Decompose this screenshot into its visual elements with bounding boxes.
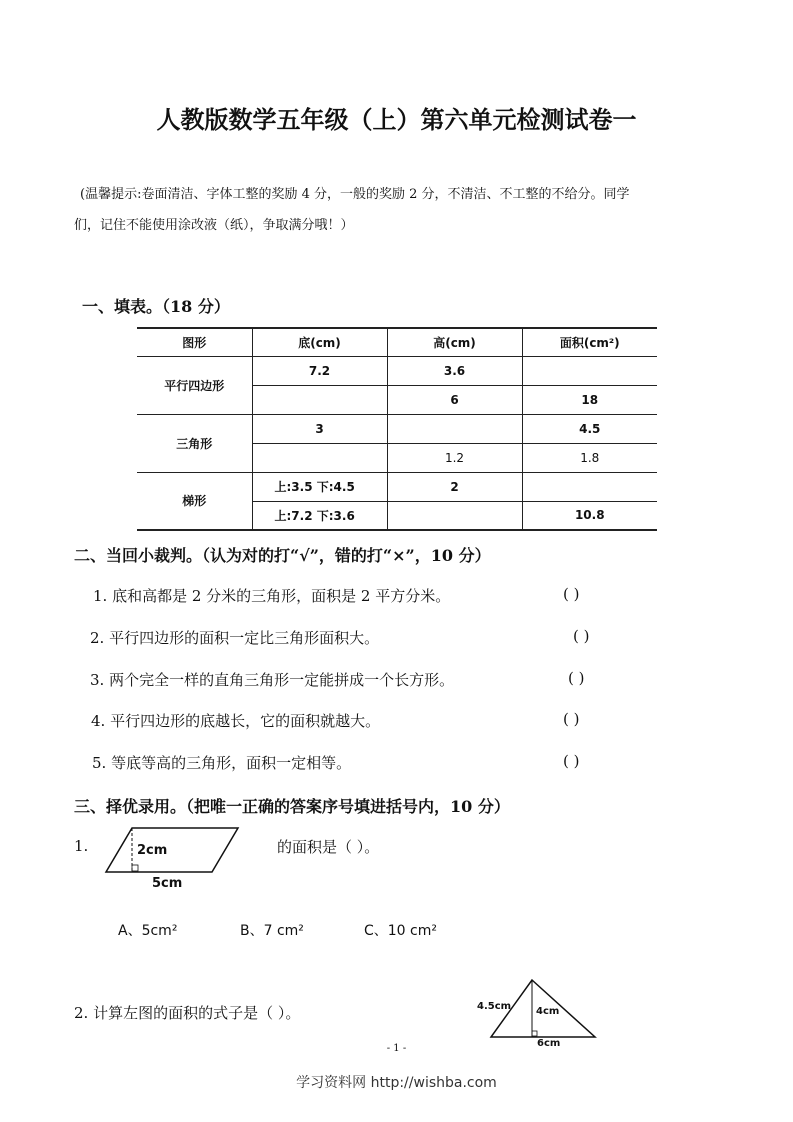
judge-item-4: 4. 平行四边形的底越长，它的面积就越大。 — [91, 712, 381, 730]
choice-q1-text: 的面积是（ ）。 — [277, 838, 380, 856]
page-title: 人教版数学五年级（上）第六单元检测试卷一 — [156, 105, 637, 134]
tip-line-1: (温馨提示:卷面清洁、字体工整的奖励 4 分，一般的奖励 2 分，不清洁、不工整的不给分。同学 — [80, 187, 630, 202]
section-1-heading: 一、填表。（18 分） — [82, 297, 230, 316]
choice-q1-option-b: B、7 cm² — [240, 923, 304, 939]
table-cell[interactable]: 上:7.2 下:3.6 — [252, 501, 387, 530]
table-cell[interactable] — [522, 356, 657, 385]
answer-paren-3[interactable]: ( ) — [568, 669, 585, 687]
answer-paren-1[interactable]: ( ) — [563, 585, 580, 603]
triangle-height-label: 4cm — [536, 1006, 560, 1017]
table-header: 图形 — [137, 328, 252, 356]
triangle-side-label: 4.5cm — [477, 1001, 512, 1012]
table-cell[interactable] — [252, 385, 387, 414]
table-cell[interactable] — [387, 414, 522, 443]
shape-trapezoid: 梯形 — [137, 472, 252, 530]
table-cell[interactable]: 3 — [252, 414, 387, 443]
judge-item-1: 1. 底和高都是 2 分米的三角形，面积是 2 平方分米。 — [93, 587, 451, 605]
table-cell[interactable]: 1.8 — [522, 443, 657, 472]
footer-watermark[interactable]: 学习资料网 http://wishba.com — [296, 1075, 497, 1091]
table-cell[interactable] — [252, 443, 387, 472]
triangle-base-label: 6cm — [537, 1038, 561, 1049]
choice-q1-number: 1. — [74, 837, 89, 855]
table-cell[interactable]: 18 — [522, 385, 657, 414]
table-cell[interactable]: 3.6 — [387, 356, 522, 385]
table-cell[interactable] — [522, 472, 657, 501]
page-number: - 1 - — [386, 1043, 407, 1054]
table-cell[interactable]: 1.2 — [387, 443, 522, 472]
section-3-heading: 三、择优录用。（把唯一正确的答案序号填进括号内，10 分） — [74, 797, 510, 816]
parallelogram-shape — [106, 828, 238, 872]
table-cell[interactable] — [387, 501, 522, 530]
parallelogram-base-label: 5cm — [152, 876, 183, 891]
answer-paren-4[interactable]: ( ) — [563, 710, 580, 728]
table-cell[interactable]: 6 — [387, 385, 522, 414]
table-header: 底(cm) — [252, 328, 387, 356]
table-cell[interactable]: 4.5 — [522, 414, 657, 443]
table-cell[interactable]: 10.8 — [522, 501, 657, 530]
fill-table — [137, 327, 657, 531]
choice-q2-text: 2. 计算左图的面积的式子是（ ）。 — [74, 1004, 301, 1022]
answer-paren-5[interactable]: ( ) — [563, 752, 580, 770]
parallelogram-height-label: 2cm — [137, 843, 168, 858]
table-cell[interactable]: 上:3.5 下:4.5 — [252, 472, 387, 501]
table-cell[interactable]: 2 — [387, 472, 522, 501]
tip-line-2: 们，记住不能使用涂改液（纸），争取满分哦！） — [74, 218, 354, 233]
table-header: 面积(cm²) — [522, 328, 657, 356]
right-angle-mark — [532, 1031, 537, 1036]
shape-triangle: 三角形 — [137, 414, 252, 472]
right-angle-mark — [132, 865, 138, 871]
judge-item-2: 2. 平行四边形的面积一定比三角形面积大。 — [90, 629, 380, 647]
table-cell[interactable]: 7.2 — [252, 356, 387, 385]
answer-paren-2[interactable]: ( ) — [573, 627, 590, 645]
choice-q1-option-c: C、10 cm² — [364, 923, 437, 939]
table-header: 高(cm) — [387, 328, 522, 356]
judge-item-3: 3. 两个完全一样的直角三角形一定能拼成一个长方形。 — [90, 671, 455, 689]
section-2-heading: 二、当回小裁判。（认为对的打“√”，错的打“×”，10 分） — [74, 546, 491, 565]
shape-parallelogram: 平行四边形 — [137, 356, 252, 414]
judge-item-5: 5. 等底等高的三角形，面积一定相等。 — [92, 754, 352, 772]
choice-q1-option-a: A、5cm² — [118, 923, 178, 939]
